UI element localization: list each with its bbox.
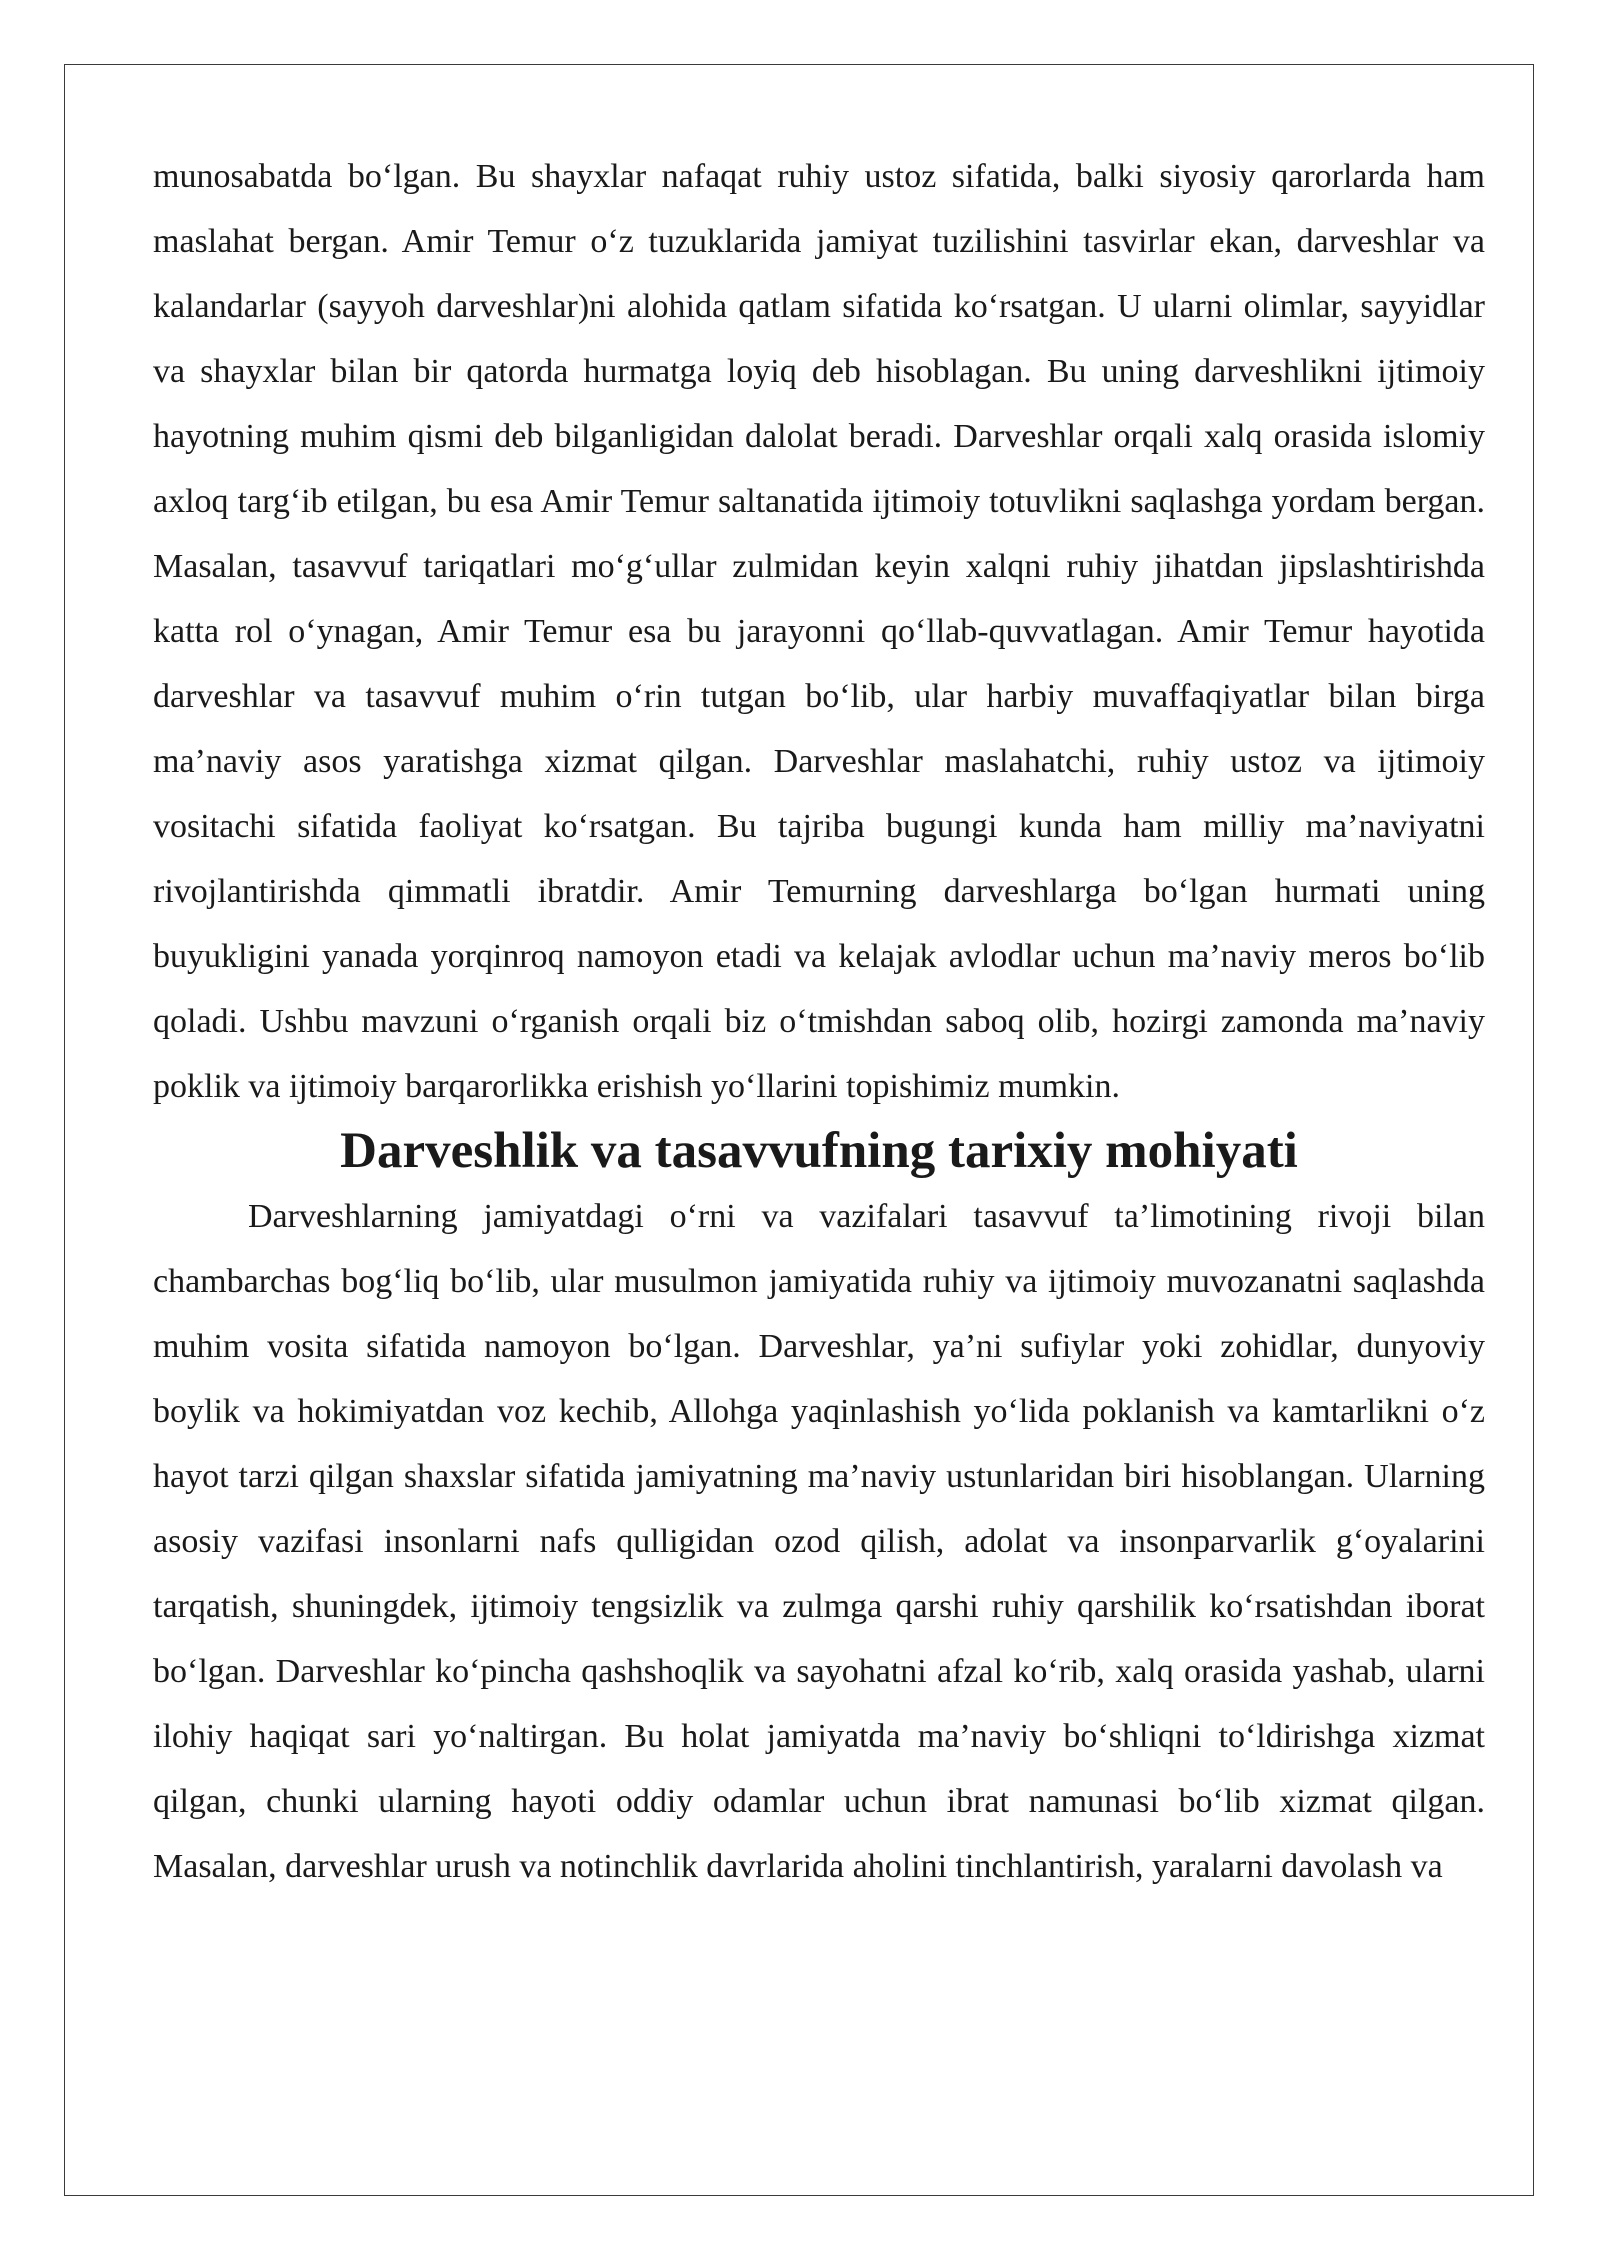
document-body <box>153 144 1485 1899</box>
paragraph-section: Darveshlarning jamiyatdagi o‘rni va vazifalari tasavvuf ta’limotining rivoji bilan chambarchas bog‘liq bo‘lib, ular musulmon jamiyatida ruhiy va ijtimoiy muvozanatni saqlashda muhim vosita sifatida namoyon bo‘lgan. Darveshlar, ya’ni sufiylar yoki zohidlar, dunyoviy boylik va hokimiyatdan voz kechib, Allohga yaqinlashish yo‘lida poklanish va kamtarlikni o‘z hayot tarzi qilgan shaxslar sifatida jamiyatning ma’naviy ustunlaridan biri hisoblangan. Ularning asosiy vazifasi insonlarni nafs qulligidan ozod qilish, adolat va insonparvarlik g‘oyalarini tarqatish, shuningdek, ijtimoiy tengsizlik va zulmga qarshi ruhiy qarshilik ko‘rsatishdan iborat bo‘lgan. Darveshlar ko‘pincha qashshoqlik va sayohatni afzal ko‘rib, xalq orasida yashab, ularni ilohiy haqiqat sari yo‘naltirgan. Bu holat jamiyatda ma’naviy bo‘shliqni to‘ldirishga xizmat qilgan, chunki ularning hayoti oddiy odamlar uchun ibrat namunasi bo‘lib xizmat qilgan. Masalan, darveshlar urush va notinchlik davrlarida aholini tinchlantirish, yaralarni davolash va <box>153 1198 1485 1885</box>
section-heading: Darveshlik va tasavvufning tarixiy mohiyati <box>340 1123 1298 1179</box>
paragraph-continued: munosabatda bo‘lgan. Bu shayxlar nafaqat ruhiy ustoz sifatida, balki siyosiy qarorlarda ham maslahat bergan. Amir Temur o‘z tuzuklarida jamiyat tuzilishini tasvirlar ekan, darveshlar va kalandarlar (sayyoh darveshlar)ni alohida qatlam sifatida ko‘rsatgan. U ularni olimlar, sayyidlar va shayxlar bilan bir qatorda hurmatga loyiq deb hisoblagan. Bu uning darveshlikni ijtimoiy hayotning muhim qismi deb bilganligidan dalolat beradi. Darveshlar orqali xalq orasida islomiy axloq targ‘ib etilgan, bu esa Amir Temur saltanatida ijtimoiy totuvlikni saqlashga yordam bergan. Masalan, tasavvuf tariqatlari mo‘g‘ullar zulmidan keyin xalqni ruhiy jihatdan jipslashtirishda katta rol o‘ynagan, Amir Temur esa bu jarayonni qo‘llab-quvvatlagan. Amir Temur hayotida darveshlar va tasavvuf muhim o‘rin tutgan bo‘lib, ular harbiy muvaffaqiyatlar bilan birga ma’naviy asos yaratishga xizmat qilgan. Darveshlar maslahatchi, ruhiy ustoz va ijtimoiy vositachi sifatida faoliyat ko‘rsatgan. Bu tajriba bugungi kunda ham milliy ma’naviyatni rivojlantirishda qimmatli ibratdir. Amir Temurning darveshlarga bo‘lgan hurmati uning buyukligini yanada yorqinroq namoyon etadi va kelajak avlodlar uchun ma’naviy meros bo‘lib qoladi. Ushbu mavzuni o‘rganish orqali biz o‘tmishdan saboq olib, hozirgi zamonda ma’naviy poklik va ijtimoiy barqarorlikka erishish yo‘llarini topishimiz mumkin. <box>153 158 1485 1105</box>
